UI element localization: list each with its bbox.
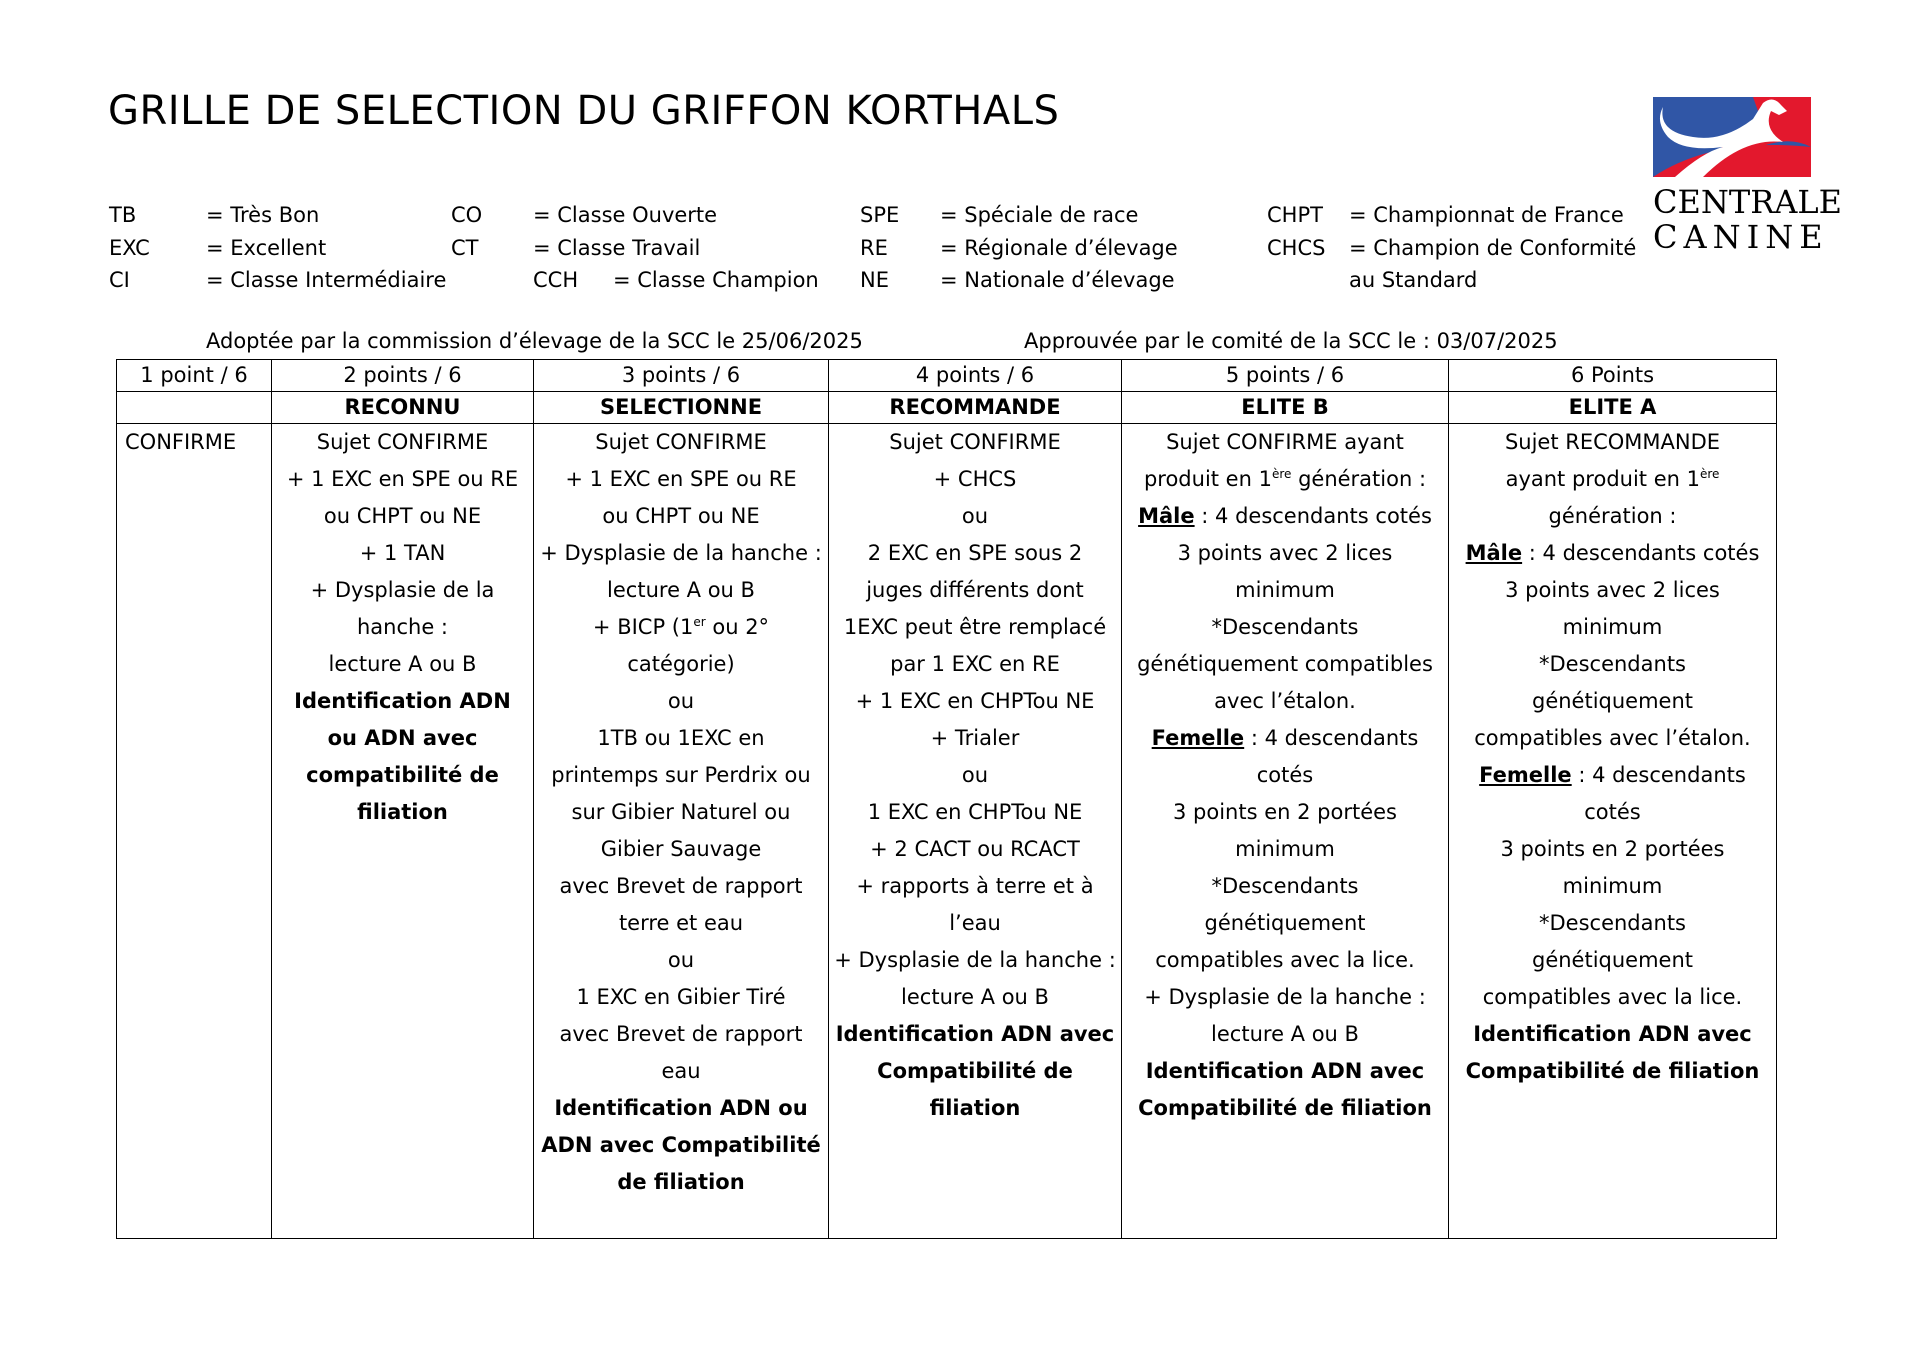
criteria-line bbox=[538, 794, 824, 831]
legend-definition: = Championnat de France bbox=[1349, 203, 1624, 227]
criteria-text: ou bbox=[667, 689, 695, 713]
legend-definition: = Classe Ouverte bbox=[533, 203, 718, 227]
criteria-text: génétiquement compatibles bbox=[1137, 652, 1433, 676]
legend-definition: = Classe Travail bbox=[533, 236, 701, 260]
criteria-line bbox=[1126, 424, 1444, 461]
legend-abbr: NE bbox=[860, 268, 889, 292]
criteria-line bbox=[1453, 535, 1772, 572]
criteria-text: + rapports à terre et à bbox=[856, 874, 1094, 898]
criteria-line bbox=[1453, 424, 1772, 461]
criteria-line bbox=[276, 498, 529, 535]
criteria-text: compatibles avec la lice. bbox=[1155, 948, 1415, 972]
level-header: SELECTIONNE bbox=[534, 392, 829, 424]
criteria-line bbox=[538, 609, 824, 646]
criteria-line bbox=[833, 794, 1117, 831]
criteria-line bbox=[833, 572, 1117, 609]
criteria-line bbox=[1126, 757, 1444, 794]
criteria-line bbox=[1453, 720, 1772, 757]
criteria-text: *Descendants bbox=[1211, 874, 1359, 898]
criteria-line bbox=[833, 535, 1117, 572]
logo-text-canine: CANINE bbox=[1653, 218, 1829, 256]
legend-definition: = Régionale d’élevage bbox=[940, 236, 1178, 260]
criteria-text: 3 points avec 2 lices bbox=[1505, 578, 1720, 602]
criteria-line bbox=[1453, 757, 1772, 794]
criteria-line bbox=[125, 424, 267, 461]
level-header: ELITE A bbox=[1449, 392, 1777, 424]
criteria-text: ou 2° bbox=[705, 615, 770, 639]
criteria-line bbox=[1453, 498, 1772, 535]
criteria-line bbox=[1126, 1090, 1444, 1127]
criteria-line bbox=[833, 757, 1117, 794]
criteria-cell bbox=[1449, 424, 1777, 1239]
criteria-text: avec Brevet de rapport bbox=[559, 1022, 803, 1046]
criteria-text: génétiquement bbox=[1204, 911, 1366, 935]
criteria-text: Compatibilité de filiation bbox=[1138, 1096, 1432, 1120]
criteria-text: Femelle bbox=[1479, 763, 1572, 787]
criteria-text: juges différents dont bbox=[866, 578, 1084, 602]
criteria-text: cotés bbox=[1584, 800, 1641, 824]
criteria-line bbox=[276, 424, 529, 461]
criteria-text: 1EXC peut être remplacé bbox=[843, 615, 1107, 639]
criteria-text: l’eau bbox=[949, 911, 1001, 935]
criteria-text: + 1 EXC en SPE ou RE bbox=[286, 467, 519, 491]
criteria-text: 2 EXC en SPE sous 2 bbox=[867, 541, 1083, 565]
criteria-line bbox=[276, 461, 529, 498]
criteria-text: ou CHPT ou NE bbox=[602, 504, 760, 528]
criteria-line bbox=[833, 831, 1117, 868]
page-title: GRILLE DE SELECTION DU GRIFFON KORTHALS bbox=[108, 88, 1060, 134]
criteria-line bbox=[1453, 1053, 1772, 1090]
criteria-line bbox=[538, 868, 824, 905]
criteria-text: minimum bbox=[1562, 615, 1663, 639]
criteria-text: Femelle bbox=[1151, 726, 1245, 750]
criteria-line bbox=[538, 720, 824, 757]
criteria-text: ou bbox=[961, 504, 989, 528]
leaping-dog-icon bbox=[1653, 97, 1811, 177]
criteria-text: *Descendants bbox=[1211, 615, 1359, 639]
criteria-line bbox=[1126, 979, 1444, 1016]
criteria-text: Sujet RECOMMANDE bbox=[1504, 430, 1721, 454]
criteria-line bbox=[1453, 461, 1772, 498]
criteria-line bbox=[1126, 646, 1444, 683]
legend-abbr: SPE bbox=[860, 203, 900, 227]
criteria-text: CONFIRME bbox=[125, 430, 237, 454]
criteria-line bbox=[538, 942, 824, 979]
criteria-line bbox=[538, 1164, 824, 1201]
legend-abbr: CT bbox=[451, 236, 479, 260]
criteria-text: par 1 EXC en RE bbox=[890, 652, 1060, 676]
criteria-text: ou bbox=[961, 763, 989, 787]
selection-grid-table bbox=[116, 359, 1777, 1239]
criteria-text: : 4 descendants cotés bbox=[1522, 541, 1760, 565]
criteria-text: ou CHPT ou NE bbox=[323, 504, 482, 528]
criteria-line bbox=[538, 646, 824, 683]
criteria-text: *Descendants bbox=[1539, 911, 1686, 935]
legend-abbr: CI bbox=[109, 268, 130, 292]
legend-abbr: CHCS bbox=[1267, 236, 1326, 260]
logo-text-centrale: CENTRALE bbox=[1653, 183, 1842, 221]
legend-abbr: CHPT bbox=[1267, 203, 1323, 227]
criteria-cell bbox=[272, 424, 534, 1239]
points-header: 2 points / 6 bbox=[272, 360, 534, 392]
criteria-line bbox=[833, 646, 1117, 683]
criteria-text: ADN avec Compatibilité bbox=[541, 1133, 821, 1157]
points-header: 5 points / 6 bbox=[1122, 360, 1449, 392]
legend-abbr: RE bbox=[860, 236, 888, 260]
legend-definition: = Champion de Conformité bbox=[1349, 236, 1637, 260]
criteria-line bbox=[538, 1053, 824, 1090]
criteria-line bbox=[276, 683, 529, 720]
criteria-text: + 1 TAN bbox=[359, 541, 446, 565]
criteria-text: génétiquement bbox=[1531, 689, 1694, 713]
criteria-line bbox=[1453, 572, 1772, 609]
criteria-line bbox=[1126, 498, 1444, 535]
criteria-text: ou ADN avec bbox=[327, 726, 478, 750]
criteria-line bbox=[538, 831, 824, 868]
legend-definition: = Classe Champion bbox=[613, 268, 819, 292]
level-header: RECONNU bbox=[272, 392, 534, 424]
criteria-cell bbox=[1122, 424, 1449, 1239]
criteria-text: + BICP (1 bbox=[592, 615, 694, 639]
points-header: 4 points / 6 bbox=[829, 360, 1122, 392]
criteria-text: lecture A ou B bbox=[901, 985, 1049, 1009]
criteria-text: er bbox=[693, 615, 706, 629]
criteria-cell bbox=[829, 424, 1122, 1239]
criteria-text: ère bbox=[1271, 467, 1292, 481]
points-header: 6 Points bbox=[1449, 360, 1777, 392]
points-row bbox=[117, 360, 1777, 392]
approved-date: Approuvée par le comité de la SCC le : 03/07/2025 bbox=[1024, 329, 1558, 353]
criteria-line bbox=[1453, 942, 1772, 979]
criteria-text: Sujet CONFIRME bbox=[595, 430, 767, 454]
adopted-date: Adoptée par la commission d’élevage de la SCC le 25/06/2025 bbox=[206, 329, 863, 353]
criteria-line bbox=[276, 646, 529, 683]
legend-abbr: CO bbox=[451, 203, 483, 227]
legend-abbr: EXC bbox=[109, 236, 150, 260]
criteria-text: + Dysplasie de la bbox=[310, 578, 495, 602]
criteria-text: Identification ADN avec bbox=[1145, 1059, 1425, 1083]
criteria-text: cotés bbox=[1256, 763, 1314, 787]
criteria-line bbox=[1453, 905, 1772, 942]
criteria-line bbox=[1126, 461, 1444, 498]
criteria-text: eau bbox=[661, 1059, 701, 1083]
criteria-text: Identification ADN avec bbox=[1473, 1022, 1752, 1046]
legend-definition: = Nationale d’élevage bbox=[940, 268, 1175, 292]
criteria-line bbox=[1453, 979, 1772, 1016]
criteria-line bbox=[538, 424, 824, 461]
criteria-line bbox=[833, 868, 1117, 905]
criteria-text: 1 EXC en CHPTou NE bbox=[867, 800, 1083, 824]
criteria-text: 1 EXC en Gibier Tiré bbox=[576, 985, 786, 1009]
criteria-text: Mâle bbox=[1465, 541, 1523, 565]
criteria-text: Gibier Sauvage bbox=[600, 837, 762, 861]
criteria-line bbox=[538, 757, 824, 794]
legend-definition: au Standard bbox=[1349, 268, 1478, 292]
level-header bbox=[117, 392, 272, 424]
level-header: ELITE B bbox=[1122, 392, 1449, 424]
criteria-line bbox=[276, 757, 529, 794]
legend-abbr: CCH bbox=[533, 268, 579, 292]
criteria-line bbox=[833, 683, 1117, 720]
criteria-line bbox=[833, 1053, 1117, 1127]
criteria-line bbox=[538, 535, 824, 572]
criteria-text: Identification ADN ou bbox=[554, 1096, 808, 1120]
criteria-text: ère bbox=[1699, 467, 1720, 481]
criteria-line bbox=[538, 1127, 824, 1164]
criteria-line bbox=[833, 424, 1117, 461]
criteria-line bbox=[1453, 609, 1772, 646]
levels-row bbox=[117, 392, 1777, 424]
criteria-text: catégorie) bbox=[627, 652, 735, 676]
criteria-text: Mâle bbox=[1138, 504, 1195, 528]
criteria-text: génération : bbox=[1291, 467, 1427, 491]
legend-definition: = Très Bon bbox=[206, 203, 320, 227]
criteria-cell bbox=[117, 424, 272, 1239]
criteria-line bbox=[1126, 535, 1444, 572]
criteria-text: filiation bbox=[357, 800, 448, 824]
criteria-text: génération : bbox=[1548, 504, 1677, 528]
criteria-line bbox=[833, 498, 1117, 535]
legend-definition: = Classe Intermédiaire bbox=[206, 268, 447, 292]
criteria-text: génétiquement bbox=[1531, 948, 1694, 972]
criteria-line bbox=[1126, 794, 1444, 831]
legend-abbr: TB bbox=[109, 203, 137, 227]
criteria-line bbox=[276, 535, 529, 572]
criteria-text: Sujet CONFIRME bbox=[316, 430, 489, 454]
criteria-line bbox=[1453, 868, 1772, 905]
criteria-line bbox=[833, 1016, 1117, 1053]
criteria-line bbox=[1126, 1016, 1444, 1053]
criteria-text: ayant produit en 1 bbox=[1505, 467, 1700, 491]
criteria-text: + Dysplasie de la hanche : bbox=[1144, 985, 1426, 1009]
criteria-text: ou bbox=[667, 948, 695, 972]
criteria-text: lecture A ou B bbox=[607, 578, 755, 602]
criteria-text: hanche : bbox=[356, 615, 448, 639]
criteria-line bbox=[1453, 646, 1772, 683]
criteria-text: 3 points en 2 portées bbox=[1500, 837, 1725, 861]
criteria-line bbox=[1126, 868, 1444, 905]
criteria-line bbox=[538, 979, 824, 1016]
criteria-text: lecture A ou B bbox=[1211, 1022, 1359, 1046]
criteria-text: compatibilité de bbox=[306, 763, 499, 787]
criteria-text: minimum bbox=[1235, 578, 1335, 602]
criteria-line bbox=[538, 498, 824, 535]
criteria-line bbox=[538, 1090, 824, 1127]
criteria-text: + 1 EXC en CHPTou NE bbox=[855, 689, 1095, 713]
criteria-text: avec Brevet de rapport bbox=[559, 874, 803, 898]
criteria-line bbox=[1126, 683, 1444, 720]
criteria-line bbox=[833, 720, 1117, 757]
criteria-text: Identification ADN bbox=[294, 689, 511, 713]
criteria-text: *Descendants bbox=[1539, 652, 1686, 676]
criteria-text: minimum bbox=[1562, 874, 1663, 898]
criteria-text: compatibles avec l’étalon. bbox=[1474, 726, 1751, 750]
criteria-text: : 4 descendants bbox=[1244, 726, 1419, 750]
criteria-line bbox=[1453, 1016, 1772, 1053]
criteria-line bbox=[1126, 1053, 1444, 1090]
criteria-text: + Dysplasie de la hanche : bbox=[834, 948, 1116, 972]
criteria-line bbox=[538, 683, 824, 720]
criteria-text: printemps sur Perdrix ou bbox=[551, 763, 811, 787]
points-header: 1 point / 6 bbox=[117, 360, 272, 392]
criteria-text: 3 points en 2 portées bbox=[1173, 800, 1397, 824]
criteria-cell bbox=[534, 424, 829, 1239]
criteria-row bbox=[117, 424, 1777, 1239]
criteria-line bbox=[538, 461, 824, 498]
criteria-text: + 2 CACT ou RCACT bbox=[870, 837, 1080, 861]
criteria-text: : 4 descendants cotés bbox=[1194, 504, 1432, 528]
criteria-text: Compatibilité de filiation bbox=[1465, 1059, 1760, 1083]
criteria-line bbox=[1126, 609, 1444, 646]
criteria-text: Compatibilité de filiation bbox=[877, 1059, 1073, 1120]
criteria-text: Sujet CONFIRME ayant bbox=[1166, 430, 1404, 454]
centrale-canine-logo bbox=[1653, 97, 1842, 256]
criteria-text: + CHCS bbox=[933, 467, 1017, 491]
criteria-line bbox=[276, 609, 529, 646]
criteria-line bbox=[1453, 794, 1772, 831]
criteria-text: Identification ADN avec bbox=[835, 1022, 1115, 1046]
criteria-text: minimum bbox=[1235, 837, 1335, 861]
criteria-text: 1TB ou 1EXC en bbox=[597, 726, 765, 750]
criteria-line bbox=[1453, 831, 1772, 868]
criteria-text: 3 points avec 2 lices bbox=[1177, 541, 1393, 565]
points-header: 3 points / 6 bbox=[534, 360, 829, 392]
criteria-text: lecture A ou B bbox=[328, 652, 477, 676]
criteria-text: : 4 descendants bbox=[1571, 763, 1746, 787]
criteria-line bbox=[1453, 683, 1772, 720]
legend-definition: = Excellent bbox=[206, 236, 327, 260]
criteria-line bbox=[538, 572, 824, 609]
criteria-text: de filiation bbox=[617, 1170, 745, 1194]
criteria-text: avec l’étalon. bbox=[1214, 689, 1356, 713]
criteria-line bbox=[833, 461, 1117, 498]
level-header: RECOMMANDE bbox=[829, 392, 1122, 424]
criteria-line bbox=[833, 979, 1117, 1016]
criteria-text: produit en 1 bbox=[1143, 467, 1272, 491]
criteria-text: + 1 EXC en SPE ou RE bbox=[565, 467, 797, 491]
criteria-line bbox=[1126, 831, 1444, 868]
criteria-text: + Dysplasie de la hanche : bbox=[540, 541, 822, 565]
criteria-text: Sujet CONFIRME bbox=[889, 430, 1061, 454]
criteria-line bbox=[1126, 720, 1444, 757]
criteria-text: compatibles avec la lice. bbox=[1482, 985, 1743, 1009]
criteria-line bbox=[276, 794, 529, 831]
criteria-text: sur Gibier Naturel ou bbox=[571, 800, 791, 824]
criteria-text: terre et eau bbox=[618, 911, 744, 935]
criteria-line bbox=[833, 942, 1117, 979]
criteria-line bbox=[1126, 905, 1444, 942]
criteria-line bbox=[538, 905, 824, 942]
criteria-line bbox=[1126, 572, 1444, 609]
criteria-line bbox=[538, 1016, 824, 1053]
criteria-line bbox=[833, 609, 1117, 646]
legend-definition: = Spéciale de race bbox=[940, 203, 1139, 227]
criteria-line bbox=[833, 905, 1117, 942]
criteria-text: + Trialer bbox=[930, 726, 1020, 750]
criteria-line bbox=[276, 720, 529, 757]
criteria-line bbox=[276, 572, 529, 609]
criteria-line bbox=[1126, 942, 1444, 979]
